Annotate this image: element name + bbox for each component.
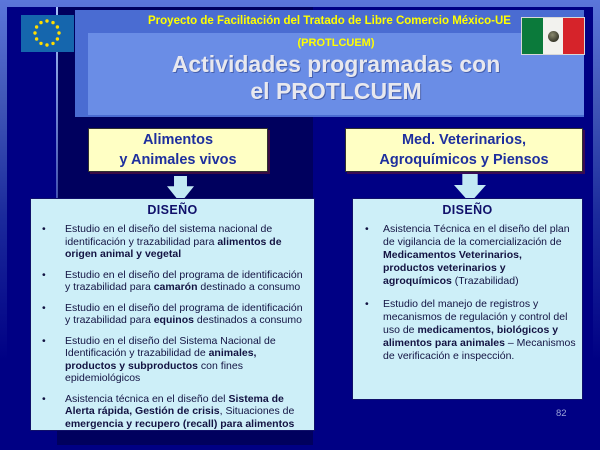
panel-title: DISEÑO bbox=[147, 203, 198, 217]
bullet-item bbox=[31, 335, 314, 385]
bullet-list bbox=[353, 223, 582, 363]
bullet-marker: • bbox=[42, 301, 46, 314]
eu-flag-icon bbox=[21, 15, 74, 52]
slide-title-line1: Actividades programadas con bbox=[171, 51, 501, 77]
bullet-text: Estudio en el diseño del sistema nacional de identificación y trazabilidad para alimentos de origen animal y vegetal bbox=[65, 223, 282, 260]
category-label: Alimentos y Animales vivos bbox=[88, 128, 268, 172]
mexico-flag-white-stripe bbox=[543, 18, 564, 54]
bullet-text: Estudio en el diseño del Sistema Nacional de Identificación y trazabilidad de animales, productos y subproductos con fines epidemiológicos bbox=[65, 334, 276, 384]
bullet-text: Asistencia técnica en el diseño del Sistema de Alerta rápida, Gestión de crisis, Situaciones de emergencia y recupero (recall) para alimentos bbox=[65, 392, 295, 430]
project-acronym: (PROTLCUEM) bbox=[297, 37, 375, 49]
mexico-flag-green-stripe bbox=[522, 18, 543, 54]
diseno-panel bbox=[352, 198, 583, 400]
bullet-text: Estudio en el diseño del programa de identificación y trazabilidad para camarón destinado a consumo bbox=[65, 268, 303, 293]
category-label: Med. Veterinarios, Agroquímicos y Piensos bbox=[345, 128, 583, 172]
bullet-list bbox=[31, 223, 314, 430]
bullet-item bbox=[31, 269, 314, 294]
bullet-item bbox=[31, 302, 314, 327]
slide-title bbox=[88, 51, 584, 105]
bullet-marker: • bbox=[365, 223, 369, 235]
bullet-marker: • bbox=[365, 298, 369, 310]
eu-flag-stars bbox=[21, 15, 74, 52]
bullet-text: Estudio en el diseño del programa de identificación y trazabilidad para equinos destinados a consumo bbox=[65, 301, 303, 326]
bullet-text: Estudio del manejo de registros y mecanismos de regulación y control del uso de medicamentos, biológicos y alimentos para animales – Mecanismos de verificación e inspección. bbox=[383, 298, 576, 362]
bullet-marker: • bbox=[42, 334, 46, 347]
header-banner bbox=[75, 10, 584, 117]
bullet-marker: • bbox=[42, 392, 46, 405]
page-number: 82 bbox=[556, 408, 567, 419]
project-title: Proyecto de Facilitación del Tratado de Libre Comercio México-UE bbox=[148, 15, 511, 27]
bullet-item bbox=[353, 298, 582, 363]
bullet-item bbox=[31, 223, 314, 261]
bullet-item bbox=[31, 393, 314, 431]
mexico-flag-red-stripe bbox=[563, 18, 584, 54]
panel-title: DISEÑO bbox=[442, 203, 493, 217]
header-inner-panel bbox=[88, 33, 584, 115]
mexico-flag-icon bbox=[521, 17, 585, 55]
diseno-panel bbox=[30, 198, 315, 431]
bullet-item bbox=[353, 223, 582, 288]
slide-title-line2: el PROTLCUEM bbox=[250, 78, 422, 104]
bullet-text: Asistencia Técnica en el diseño del plan de vigilancia de la comercialización de Medicamentos Veterinarios, productos veterinarios y agroquímicos (Trazabilidad) bbox=[383, 223, 570, 287]
mexico-flag-eagle bbox=[548, 31, 559, 42]
bullet-marker: • bbox=[42, 268, 46, 281]
bullet-marker: • bbox=[42, 223, 46, 235]
